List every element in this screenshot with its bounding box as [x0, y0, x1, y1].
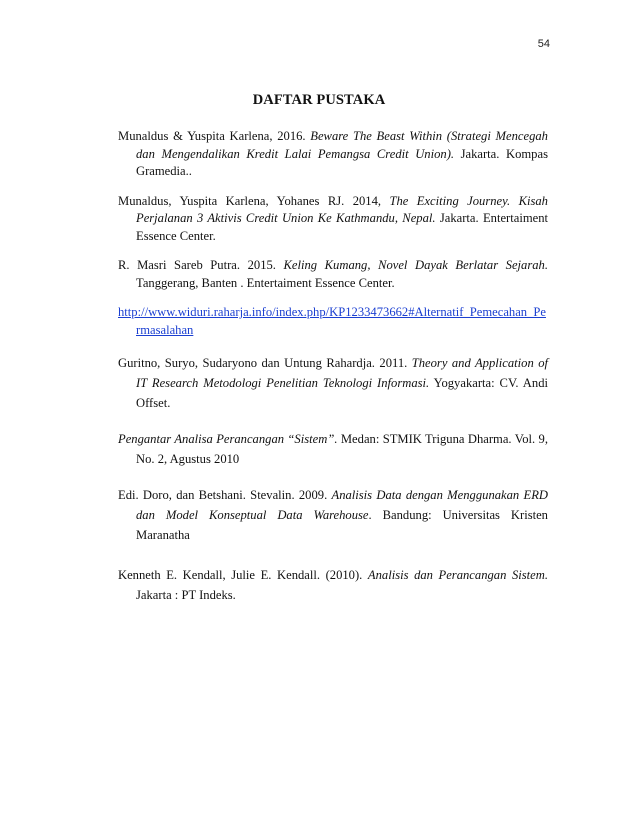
reference-list [118, 128, 548, 605]
reference-text: Tanggerang, Banten . Entertaiment Essence Center. [136, 275, 395, 290]
reference-text: Munaldus, Yuspita Karlena, Yohanes RJ. 2014, [118, 193, 390, 208]
reference-title: Pengantar Analisa Perancangan “Sistem”. [118, 432, 338, 446]
reference-item [118, 429, 548, 469]
reference-item [118, 565, 548, 605]
reference-item [118, 485, 548, 545]
page-number: 54 [537, 38, 550, 50]
page-title: DAFTAR PUSTAKA [252, 92, 386, 108]
reference-item [118, 353, 548, 413]
reference-text: Kenneth E. Kendall, Julie E. Kendall. (2010). [118, 568, 368, 582]
reference-item [118, 304, 548, 339]
reference-text: Jakarta. Kompas Gramedia.. [136, 146, 548, 178]
reference-title: Analisis dan Perancangan Sistem. [367, 568, 548, 582]
reference-text: Jakarta : PT Indeks. [136, 588, 236, 602]
reference-text: Edi. Doro, dan Betshani. Stevalin. 2009. [118, 488, 332, 502]
reference-title: The Exciting Journey. Kisah Perjalanan 3 Aktivis Credit Union Ke Kathmandu, Nepal. [136, 193, 548, 225]
reference-text: Jakarta. Entertaiment Essence Center. [136, 211, 549, 243]
reference-title: Analisis Data dengan Menggunakan ERD dan Model Konseptual Data Warehouse [136, 488, 548, 522]
reference-title: Beware The Beast Within (Strategi Mencegah dan Mengendalikan Kredit Lalai Pemangsa Credit Union). [136, 129, 548, 161]
reference-text: Medan: STMIK Triguna Dharma. Vol. 9, No. 2, Agustus 2010 [136, 432, 548, 466]
reference-item [118, 257, 548, 292]
reference-item [118, 193, 548, 246]
reference-text: Munaldus & Yuspita Karlena, 2016. [118, 129, 311, 143]
reference-text: . Bandung: Universitas Kristen Maranatha [136, 508, 548, 542]
reference-link[interactable]: http://www.widuri.raharja.info/index.php/KP1233473662#Alternatif_Pemecahan_Permasalahan [118, 305, 546, 337]
reference-text: Yogyakarta: CV. Andi Offset. [136, 376, 548, 410]
reference-title: Keling Kumang, Novel Dayak Berlatar Sejarah. [283, 258, 548, 272]
reference-item [118, 128, 548, 181]
reference-title: Theory and Application of IT Research Metodologi Penelitian Teknologi Informasi. [136, 356, 548, 390]
reference-text: R. Masri Sareb Putra. 2015. [118, 258, 284, 272]
reference-text: Guritno, Suryo, Sudaryono dan Untung Rahardja. 2011. [118, 356, 412, 370]
